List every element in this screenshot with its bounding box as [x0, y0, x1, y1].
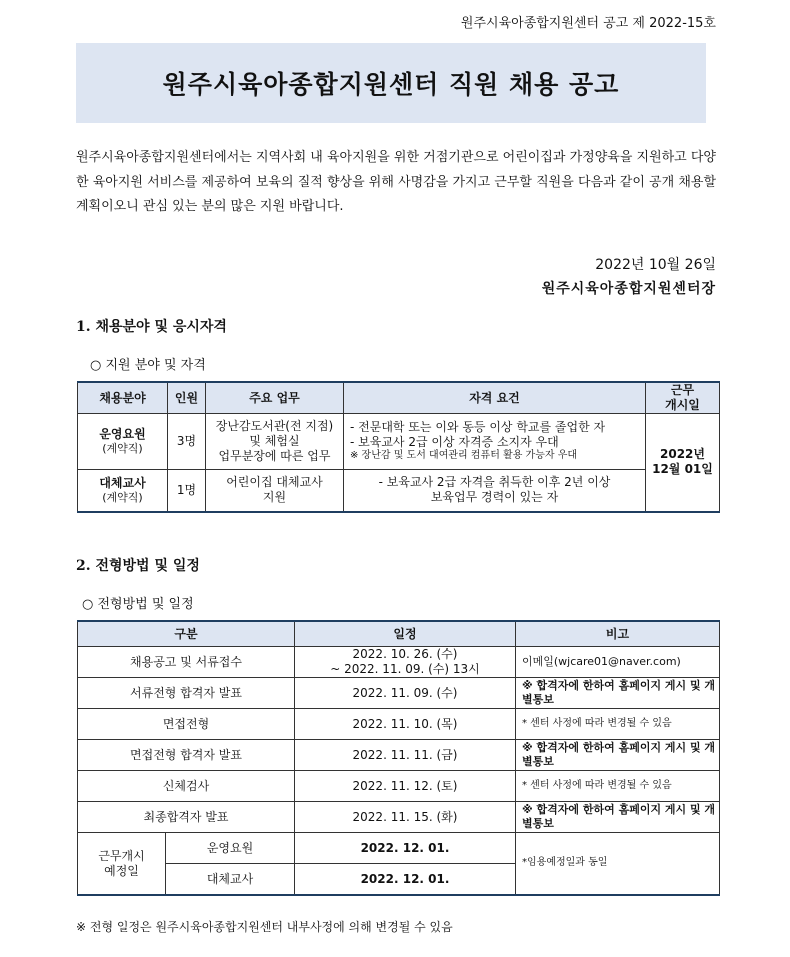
qualification-cell — [344, 470, 646, 512]
page-title: 원주시육아종합지원센터 직원 채용 공고 — [162, 70, 620, 99]
schedule-cell — [295, 647, 516, 678]
table-row — [78, 771, 720, 802]
recruitment-table — [77, 381, 720, 513]
table-row — [78, 802, 720, 833]
duty-cell — [206, 470, 344, 512]
notice-number: 원주시육아종합지원센터 공고 제 2022-15호 — [460, 16, 716, 31]
start-remark-cell: *임용예정일과 동일 — [516, 833, 720, 896]
schedule-cell: 2022. 11. 15. (화) — [295, 802, 516, 833]
stage-cell: 서류전형 합격자 발표 — [78, 678, 295, 709]
duty-cell — [206, 414, 344, 470]
table-row — [78, 678, 720, 709]
qualification-line: - 보육교사 2급 자격을 취득한 이후 2년 이상 — [378, 475, 611, 490]
start-date-day: 12월 01일 — [652, 462, 713, 477]
section1-subtitle: ○ 지원 분야 및 자격 — [90, 358, 206, 373]
schedule-cell: 2022. 11. 12. (토) — [295, 771, 516, 802]
remark-cell: ※ 합격자에 한하여 홈페이지 게시 및 개별통보 — [516, 678, 720, 709]
table-row — [78, 709, 720, 740]
start-group-label — [78, 833, 166, 896]
remark-cell: * 센터 사정에 따라 변경될 수 있음 — [516, 771, 720, 802]
section2-title: 2. 전형방법 및 일정 — [76, 558, 200, 574]
schedule-cell: 2022. 11. 11. (금) — [295, 740, 516, 771]
start-date-cell: 2022. 12. 01. — [295, 864, 516, 896]
remark-cell: 이메일(wjcare01@naver.com) — [516, 647, 720, 678]
header-count: 인원 — [168, 382, 206, 414]
duty-line: 및 체험실 — [249, 434, 300, 448]
role-cell: 운영요원 — [166, 833, 295, 864]
header-duty: 주요 업무 — [206, 382, 344, 414]
start-date-cell — [646, 414, 720, 512]
field-name: 대체교사 — [99, 475, 146, 490]
title-banner — [76, 43, 706, 123]
stage-cell: 채용공고 및 서류접수 — [78, 647, 295, 678]
notice-date: 2022년 10월 26일 — [595, 257, 716, 273]
field-type: (계약직) — [102, 442, 143, 456]
stage-cell: 신체검사 — [78, 771, 295, 802]
start-group-label-line: 근무개시 — [98, 848, 145, 863]
table-row — [78, 740, 720, 771]
stage-cell: 최종합격자 발표 — [78, 802, 295, 833]
schedule-line: ~ 2022. 11. 09. (수) 13시 — [330, 662, 480, 676]
field-cell — [78, 470, 168, 512]
duty-line: 업무분장에 따른 업무 — [218, 449, 331, 463]
remark-cell: * 센터 사정에 따라 변경될 수 있음 — [516, 709, 720, 740]
header-stage: 구분 — [78, 621, 295, 647]
field-name: 운영요원 — [99, 427, 146, 442]
start-group-label-line: 예정일 — [104, 863, 139, 878]
header-remark: 비고 — [516, 621, 720, 647]
header-schedule: 일정 — [295, 621, 516, 647]
start-date-year: 2022년 — [660, 447, 705, 462]
section2-subtitle: ○ 전형방법 및 일정 — [82, 597, 194, 612]
duty-line: 장난감도서관(전 지점) — [215, 419, 334, 433]
qualification-line: - 전문대학 또는 이와 동등 이상 학교를 졸업한 자 — [350, 420, 606, 435]
duty-line: 지원 — [262, 490, 287, 505]
table-row — [78, 414, 720, 470]
table-row — [78, 833, 720, 864]
header-field: 채용분야 — [78, 382, 168, 414]
signer: 원주시육아종합지원센터장 — [541, 281, 716, 297]
field-type: (계약직) — [102, 490, 143, 504]
role-cell: 대체교사 — [166, 864, 295, 896]
section1-title: 1. 채용분야 및 응시자격 — [76, 319, 227, 335]
stage-cell: 면접전형 — [78, 709, 295, 740]
stage-cell: 면접전형 합격자 발표 — [78, 740, 295, 771]
intro-paragraph: 원주시육아종합지원센터에서는 지역사회 내 육아지원을 위한 거점기관으로 어린이집과 가정양육을 지원하고 다양한 육아지원 서비스를 제공하여 보육의 질적 향상을 위해 사명감을 가지고 근무할 직원을 다음과 같이 공개 채용할 계획이오니 관심 있는 분의 많은 지원 바랍니다. — [76, 150, 716, 214]
table-row — [78, 647, 720, 678]
schedule-cell: 2022. 11. 09. (수) — [295, 678, 516, 709]
count-cell: 3명 — [168, 414, 206, 470]
qualification-cell — [344, 414, 646, 470]
qualification-line: 보육업무 경력이 있는 자 — [430, 490, 559, 505]
remark-cell: ※ 합격자에 한하여 홈페이지 게시 및 개별통보 — [516, 740, 720, 771]
qualification-line: - 보육교사 2급 이상 자격증 소지자 우대 — [350, 435, 559, 450]
header-start-date: 근무 개시일 — [646, 382, 720, 414]
schedule-line: 2022. 10. 26. (수) — [352, 647, 458, 661]
schedule-cell: 2022. 11. 10. (목) — [295, 709, 516, 740]
schedule-table — [77, 620, 720, 896]
schedule-footnote: ※ 전형 일정은 원주시육아종합지원센터 내부사정에 의해 변경될 수 있음 — [76, 920, 453, 934]
remark-cell: ※ 합격자에 한하여 홈페이지 게시 및 개별통보 — [516, 802, 720, 833]
header-qualification: 자격 요건 — [344, 382, 646, 414]
count-cell: 1명 — [168, 470, 206, 512]
table-row — [78, 470, 720, 512]
duty-line: 어린이집 대체교사 — [226, 475, 323, 490]
start-date-cell: 2022. 12. 01. — [295, 833, 516, 864]
qualification-note: ※ 장난감 및 도서 대여관리 컴퓨터 활용 가능자 우대 — [350, 450, 578, 462]
field-cell — [78, 414, 168, 470]
